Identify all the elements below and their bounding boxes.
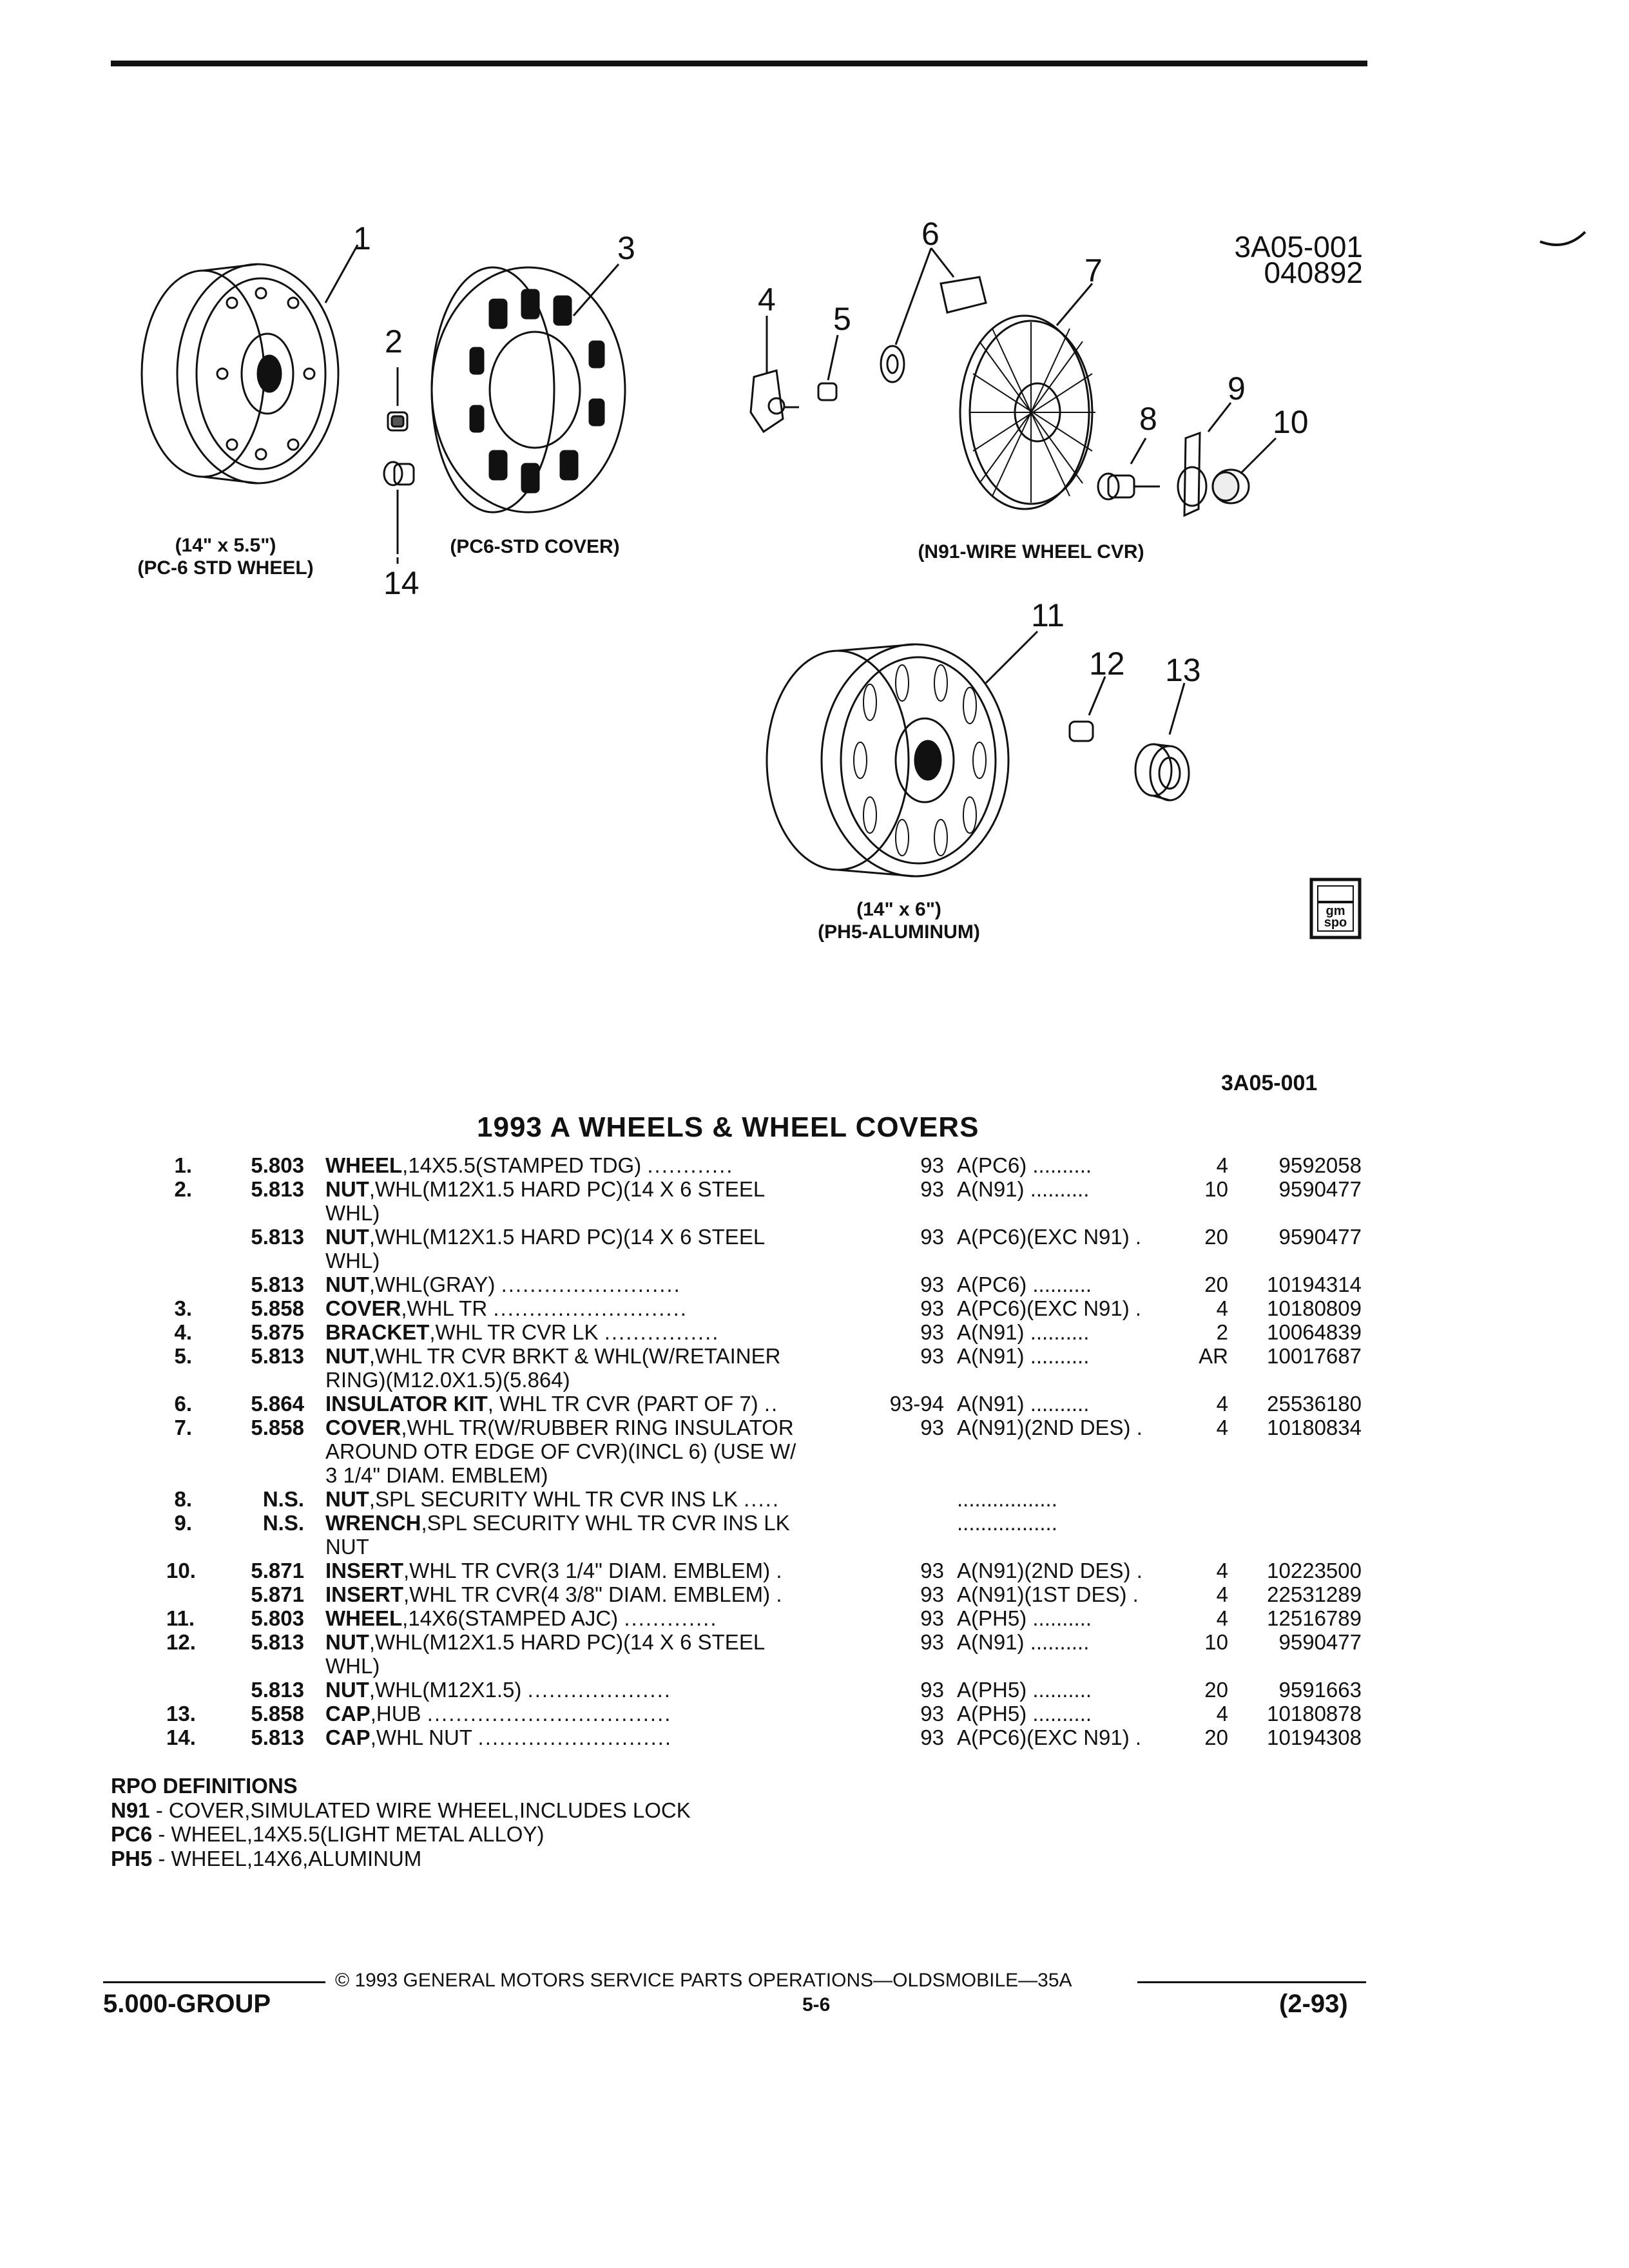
part-description (325, 1320, 854, 1344)
parts-row (0, 1630, 1629, 1678)
part-name: WHEEL (325, 1153, 403, 1177)
part-name: CAP (325, 1725, 371, 1749)
leader-dots: ................ (604, 1320, 720, 1344)
part-detail: ,WHL(M12X1.5 HARD PC)(14 X 6 STEEL (369, 1630, 766, 1654)
footer-rule-left (103, 1981, 325, 1983)
footer-rule-right (1137, 1981, 1366, 1983)
usage: A(PH5) .......... (957, 1702, 1092, 1725)
rpo-item (111, 1822, 691, 1847)
caption-pc6-wheel: (14" x 5.5") (PC-6 STD WHEEL) (137, 535, 314, 579)
part-description (325, 1273, 854, 1296)
part-name: INSULATOR KIT (325, 1392, 488, 1416)
model-year: 93 (920, 1702, 944, 1725)
figure-ref-date: 040892 (1264, 256, 1363, 289)
callout-14: 14 (383, 565, 419, 601)
logo-text-gm: gm (1325, 904, 1345, 918)
part-number: 9590477 (1278, 1630, 1362, 1654)
part-detail: ,WHL TR CVR(3 1/4" DIAM. EMBLEM) (403, 1559, 771, 1582)
pc6-steel-wheel (142, 264, 338, 483)
model-year: 93 (920, 1416, 944, 1439)
logo-text-spo: spo (1324, 916, 1347, 930)
part-name: NUT (325, 1177, 369, 1201)
model-year: 93-94 (889, 1392, 944, 1416)
footer-group: 5.000-GROUP (103, 1990, 271, 2018)
leader-7 (1057, 284, 1092, 325)
part-detail: ,14X5.5(STAMPED TDG) (402, 1153, 642, 1177)
figure-ref-small: 3A05-001 (1221, 1071, 1318, 1095)
group-number: 5.813 (251, 1273, 304, 1296)
caption-n91-cover: (N91-WIRE WHEEL CVR) (918, 541, 1144, 562)
group-number: 5.858 (251, 1702, 304, 1725)
part-detail: ,SPL SECURITY WHL TR CVR INS LK (369, 1487, 738, 1511)
part-detail-continued: NUT (325, 1535, 369, 1559)
rpo-code: PH5 (111, 1846, 153, 1870)
section-title: 1993 A WHEELS & WHEEL COVERS (477, 1111, 979, 1143)
quantity: 2 (1216, 1320, 1228, 1344)
model-year: 93 (920, 1320, 944, 1344)
callout-6: 6 (921, 216, 940, 252)
group-number: 5.871 (251, 1559, 304, 1582)
group-number: 5.871 (251, 1582, 304, 1606)
part-number: 25536180 (1267, 1392, 1362, 1416)
callout-4: 4 (758, 282, 776, 318)
part-number: 10194314 (1267, 1273, 1362, 1296)
model-year: 93 (920, 1725, 944, 1749)
callout-5: 5 (833, 301, 851, 337)
part-description (325, 1153, 854, 1177)
usage: A(N91) .......... (957, 1177, 1090, 1201)
part-name: CAP (325, 1702, 371, 1725)
part-name: NUT (325, 1678, 369, 1702)
parts-row (0, 1273, 1629, 1296)
callout-9: 9 (1228, 370, 1246, 407)
exploded-parts-diagram (0, 0, 1629, 1031)
quantity: 20 (1204, 1225, 1228, 1249)
part-description (325, 1296, 854, 1320)
part-detail: ,14X6(STAMPED AJC) (402, 1606, 619, 1630)
callout-3: 3 (617, 230, 635, 266)
part-name: INSERT (325, 1559, 404, 1582)
part-number: 10180809 (1267, 1296, 1362, 1320)
usage: A(PC6)(EXC N91) . (957, 1296, 1142, 1320)
leader-dots: .................... (527, 1678, 671, 1702)
part-number: 12516789 (1267, 1606, 1362, 1630)
callout-13: 13 (1165, 652, 1201, 688)
parts-row (0, 1320, 1629, 1344)
quantity: 10 (1204, 1630, 1228, 1654)
part-detail-continued: WHL) (325, 1654, 380, 1678)
group-number: 5.813 (251, 1630, 304, 1654)
part-description (325, 1606, 854, 1630)
wheel-nut-12 (1070, 677, 1105, 741)
part-name: COVER (325, 1416, 401, 1439)
caption-ph5-wheel: (14" x 6") (PH5-ALUMINUM) (818, 899, 980, 943)
part-description (325, 1225, 854, 1273)
part-name: NUT (325, 1225, 369, 1249)
group-number: N.S. (262, 1487, 304, 1511)
hub-cap-13 (1135, 683, 1189, 800)
part-description (325, 1344, 854, 1392)
part-number: 9590477 (1278, 1225, 1362, 1249)
callout-12: 12 (1089, 646, 1125, 682)
part-description (325, 1487, 854, 1511)
n91-wire-wheel-cover (960, 316, 1095, 509)
group-number: 5.875 (251, 1320, 304, 1344)
group-number: 5.858 (251, 1416, 304, 1439)
item-number: 7. (174, 1416, 192, 1439)
item-number: 12. (166, 1630, 196, 1654)
quantity: 10 (1204, 1177, 1228, 1201)
part-number: 10064839 (1267, 1320, 1362, 1344)
callout-1: 1 (353, 220, 371, 256)
leader-dots: .. (764, 1392, 779, 1416)
group-number: 5.813 (251, 1177, 304, 1201)
rpo-definitions (111, 1774, 691, 1870)
part-number: 10180878 (1267, 1702, 1362, 1725)
item-number: 8. (174, 1487, 192, 1511)
item-number: 10. (166, 1559, 196, 1582)
part-description (325, 1678, 854, 1702)
part-detail: ,WHL TR(W/RUBBER RING INSULATOR (401, 1416, 794, 1439)
part-description (325, 1177, 854, 1225)
callout-2: 2 (385, 323, 403, 360)
part-name: BRACKET (325, 1320, 430, 1344)
usage: A(N91) .......... (957, 1344, 1090, 1368)
part-description (325, 1630, 854, 1678)
pc6-standard-cover (432, 267, 625, 512)
gm-spo-logo-text (1321, 905, 1350, 928)
parts-row (0, 1725, 1629, 1749)
part-description (325, 1582, 854, 1606)
item-number: 11. (166, 1606, 195, 1630)
leader-dots: ............ (647, 1153, 734, 1177)
group-number: 5.813 (251, 1725, 304, 1749)
group-number: 5.813 (251, 1225, 304, 1249)
parts-row (0, 1582, 1629, 1606)
part-name: COVER (325, 1296, 401, 1320)
usage: A(PC6) .......... (957, 1273, 1092, 1296)
usage: A(N91)(2ND DES) . (957, 1559, 1142, 1582)
part-name: NUT (325, 1273, 369, 1296)
quantity: 4 (1216, 1416, 1228, 1439)
bracket-nut-5 (818, 335, 838, 400)
item-number: 6. (174, 1392, 192, 1416)
rpo-text: - COVER,SIMULATED WIRE WHEEL,INCLUDES LOCK (149, 1798, 691, 1822)
quantity: 20 (1204, 1725, 1228, 1749)
part-detail: ,WHL TR CVR LK (429, 1320, 599, 1344)
group-number: 5.813 (251, 1344, 304, 1368)
usage: A(PH5) .......... (957, 1678, 1092, 1702)
wheel-nut-2 (388, 367, 407, 430)
part-number: 10017687 (1267, 1344, 1362, 1368)
callout-8: 8 (1139, 401, 1157, 437)
part-description (325, 1725, 854, 1749)
model-year: 93 (920, 1582, 944, 1606)
model-year: 93 (920, 1296, 944, 1320)
leader-dots: . (776, 1559, 784, 1582)
part-number: 9592058 (1278, 1153, 1362, 1177)
item-number: 5. (174, 1344, 192, 1368)
item-number: 1. (174, 1153, 192, 1177)
parts-row (0, 1225, 1629, 1273)
group-number: N.S. (262, 1511, 304, 1535)
parts-row (0, 1702, 1629, 1725)
parts-row (0, 1392, 1629, 1416)
quantity: 4 (1216, 1606, 1228, 1630)
item-number: 14. (166, 1725, 196, 1749)
part-description (325, 1392, 854, 1416)
part-name: WHEEL (325, 1606, 403, 1630)
group-number: 5.813 (251, 1678, 304, 1702)
model-year: 93 (920, 1225, 944, 1249)
rpo-code: PC6 (111, 1822, 153, 1847)
leader-dots: ........................... (493, 1296, 688, 1320)
footer-copyright: © 1993 GENERAL MOTORS SERVICE PARTS OPERATIONS—OLDSMOBILE—35A (335, 1970, 1072, 1991)
part-detail: ,WHL(M12X1.5 HARD PC)(14 X 6 STEEL (369, 1225, 766, 1249)
part-number: 9591663 (1278, 1678, 1362, 1702)
parts-row (0, 1296, 1629, 1320)
part-number: 10194308 (1267, 1725, 1362, 1749)
rpo-item (111, 1847, 691, 1871)
item-number: 4. (174, 1320, 192, 1344)
rpo-text: - WHEEL,14X6,ALUMINUM (152, 1846, 422, 1870)
leader-dots: ..... (744, 1487, 780, 1511)
usage: A(PC6)(EXC N91) . (957, 1225, 1142, 1249)
part-number: 22531289 (1267, 1582, 1362, 1606)
ph5-aluminum-wheel (767, 644, 1008, 876)
parts-row (0, 1678, 1629, 1702)
part-name: NUT (325, 1344, 369, 1368)
quantity: 20 (1204, 1678, 1228, 1702)
margin-mark (1540, 232, 1585, 245)
part-description (325, 1559, 854, 1582)
group-number: 5.864 (251, 1392, 304, 1416)
leader-11 (986, 631, 1037, 683)
quantity: 4 (1216, 1702, 1228, 1725)
part-detail-continued: WHL) (325, 1201, 380, 1225)
part-description (325, 1416, 854, 1487)
model-year: 93 (920, 1678, 944, 1702)
security-nut-8 (1098, 438, 1160, 499)
caption-pc6-cover: (PC6-STD COVER) (450, 536, 620, 557)
usage: A(N91) .......... (957, 1320, 1090, 1344)
part-description (325, 1702, 854, 1725)
model-year: 93 (920, 1273, 944, 1296)
callout-10: 10 (1273, 404, 1309, 440)
model-year: 93 (920, 1177, 944, 1201)
parts-row (0, 1511, 1629, 1559)
part-detail-continued: RING)(M12.0X1.5)(5.864) (325, 1368, 570, 1392)
group-number: 5.803 (251, 1153, 304, 1177)
rpo-item (111, 1798, 691, 1823)
parts-row (0, 1344, 1629, 1392)
group-number: 5.803 (251, 1606, 304, 1630)
part-name: NUT (325, 1487, 369, 1511)
part-detail-continued: AROUND OTR EDGE OF CVR)(INCL 6) (USE W/ 3 1/4" DIAM. EMBLEM) (325, 1439, 796, 1487)
item-number: 3. (174, 1296, 192, 1320)
part-detail: ,WHL TR CVR(4 3/8" DIAM. EMBLEM) (403, 1582, 771, 1606)
item-number: 2. (174, 1177, 192, 1201)
part-detail: ,WHL(GRAY) (369, 1273, 496, 1296)
usage: A(PC6)(EXC N91) . (957, 1725, 1142, 1749)
part-number: 9590477 (1278, 1177, 1362, 1201)
part-name: NUT (325, 1630, 369, 1654)
footer-page-number: 5-6 (802, 1994, 831, 2015)
leader-3 (574, 264, 619, 316)
part-detail: ,HUB (370, 1702, 421, 1725)
usage: A(N91)(1ST DES) . (957, 1582, 1139, 1606)
usage: A(PC6) .......... (957, 1153, 1092, 1177)
quantity: 4 (1216, 1153, 1228, 1177)
leader-dots: ............. (624, 1606, 718, 1630)
parts-row (0, 1153, 1629, 1177)
part-name: INSERT (325, 1582, 404, 1606)
rpo-heading: RPO DEFINITIONS (111, 1774, 298, 1798)
part-detail: ,WHL(M12X1.5) (369, 1678, 522, 1702)
parts-row (0, 1487, 1629, 1511)
figure-ref-number: 3A05-001 (1234, 230, 1363, 264)
part-detail: ,WHL TR (401, 1296, 488, 1320)
part-number: 10180834 (1267, 1416, 1362, 1439)
leader-dots: . (776, 1582, 784, 1606)
usage: ................. (957, 1487, 1057, 1511)
model-year: 93 (920, 1344, 944, 1368)
part-detail: ,WHL TR CVR BRKT & WHL(W/RETAINER (369, 1344, 781, 1368)
usage: A(N91)(2ND DES) . (957, 1416, 1142, 1439)
model-year: 93 (920, 1606, 944, 1630)
usage: ................. (957, 1511, 1057, 1535)
quantity: 4 (1216, 1582, 1228, 1606)
part-name: WRENCH (325, 1511, 421, 1535)
rpo-code: N91 (111, 1798, 150, 1822)
part-description (325, 1511, 854, 1559)
item-number: 13. (166, 1702, 196, 1725)
leader-dots: .................................. (427, 1702, 672, 1725)
part-number: 10223500 (1267, 1559, 1362, 1582)
usage: A(N91) .......... (957, 1630, 1090, 1654)
parts-row (0, 1606, 1629, 1630)
part-detail: , WHL TR CVR (PART OF 7) (487, 1392, 758, 1416)
callout-7: 7 (1084, 253, 1103, 289)
quantity: AR (1199, 1344, 1228, 1368)
quantity: 4 (1216, 1296, 1228, 1320)
cover-lock-bracket-4 (751, 316, 799, 432)
usage: A(N91) .......... (957, 1392, 1090, 1416)
leader-dots: ......................... (501, 1273, 681, 1296)
emblem-insert-10 (1213, 438, 1276, 503)
part-detail: ,WHL NUT (370, 1725, 472, 1749)
quantity: 20 (1204, 1273, 1228, 1296)
part-detail: ,SPL SECURITY WHL TR CVR INS LK (421, 1511, 790, 1535)
footer-date: (2-93) (1279, 1990, 1348, 2018)
part-detail: ,WHL(M12X1.5 HARD PC)(14 X 6 STEEL (369, 1177, 766, 1201)
quantity: 4 (1216, 1559, 1228, 1582)
wheel-nut-cap-14 (384, 462, 414, 554)
parts-row (0, 1559, 1629, 1582)
group-number: 5.858 (251, 1296, 304, 1320)
quantity: 4 (1216, 1392, 1228, 1416)
model-year: 93 (920, 1153, 944, 1177)
model-year: 93 (920, 1630, 944, 1654)
part-detail-continued: WHL) (325, 1249, 380, 1273)
model-year: 93 (920, 1559, 944, 1582)
callout-11: 11 (1031, 597, 1065, 633)
usage: A(PH5) .......... (957, 1606, 1092, 1630)
parts-row (0, 1177, 1629, 1225)
leader-dots: ........................... (477, 1725, 673, 1749)
rpo-text: - WHEEL,14X5.5(LIGHT METAL ALLOY) (152, 1822, 545, 1847)
parts-row (0, 1416, 1629, 1487)
item-number: 9. (174, 1511, 192, 1535)
